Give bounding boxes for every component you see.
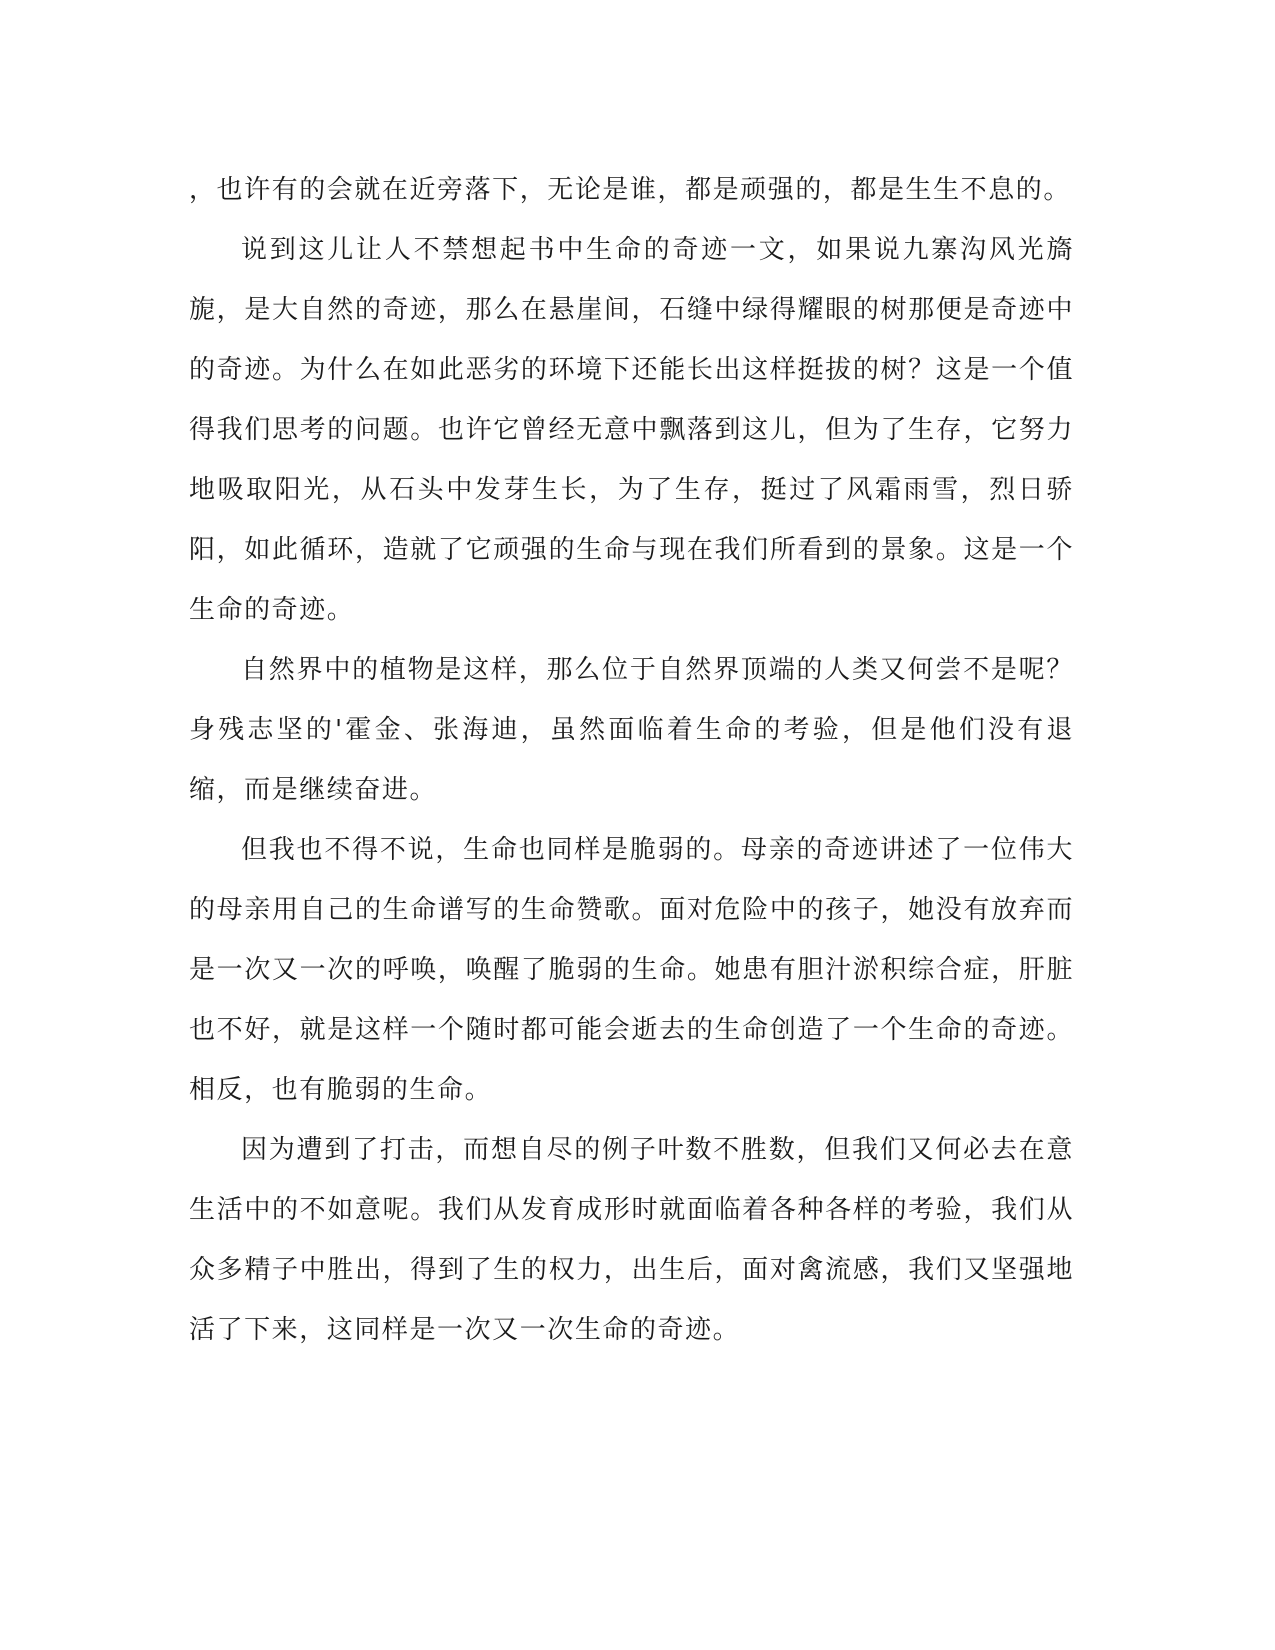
paragraph-mothers-miracle: 但我也不得不说，生命也同样是脆弱的。母亲的奇迹讲述了一位伟大的母亲用自己的生命谱写的生命赞歌。面对危险中的孩子，她没有放弃而是一次又一次的呼唤，唤醒了脆弱的生命。她患有胆汁淤积综合症，肝脏也不好，就是这样一个随时都可能会逝去的生命创造了一个生命的奇迹。相反，也有脆弱的生命。 [189, 835, 1074, 1105]
paragraph-continuation: ，也许有的会就在近旁落下，无论是谁，都是顽强的，都是生生不息的。 [189, 175, 1071, 205]
body-text [189, 160, 1074, 1360]
paragraph-miracle-tree: 说到这儿让人不禁想起书中生命的奇迹一文，如果说九寨沟风光旖旎，是大自然的奇迹，那么在悬崖间，石缝中绿得耀眼的树那便是奇迹中的奇迹。为什么在如此恶劣的环境下还能长出这样挺拔的树？这是一个值得我们思考的问题。也许它曾经无意中飘落到这儿，但为了生存，它努力地吸取阳光，从石头中发芽生长，为了生存，挺过了风霜雨雪，烈日骄阳，如此循环，造就了它顽强的生命与现在我们所看到的景象。这是一个生命的奇迹。 [189, 235, 1074, 625]
paragraph-life-trials: 因为遭到了打击，而想自尽的例子叶数不胜数，但我们又何必去在意生活中的不如意呢。我们从发育成形时就面临着各种各样的考验，我们从众多精子中胜出，得到了生的权力，出生后，面对禽流感，我们又坚强地活了下来，这同样是一次又一次生命的奇迹。 [189, 1135, 1074, 1345]
paragraph-human-perseverance: 自然界中的植物是这样，那么位于自然界顶端的人类又何尝不是呢？身残志坚的'霍金、张海迪，虽然面临着生命的考验，但是他们没有退缩，而是继续奋进。 [189, 655, 1074, 805]
